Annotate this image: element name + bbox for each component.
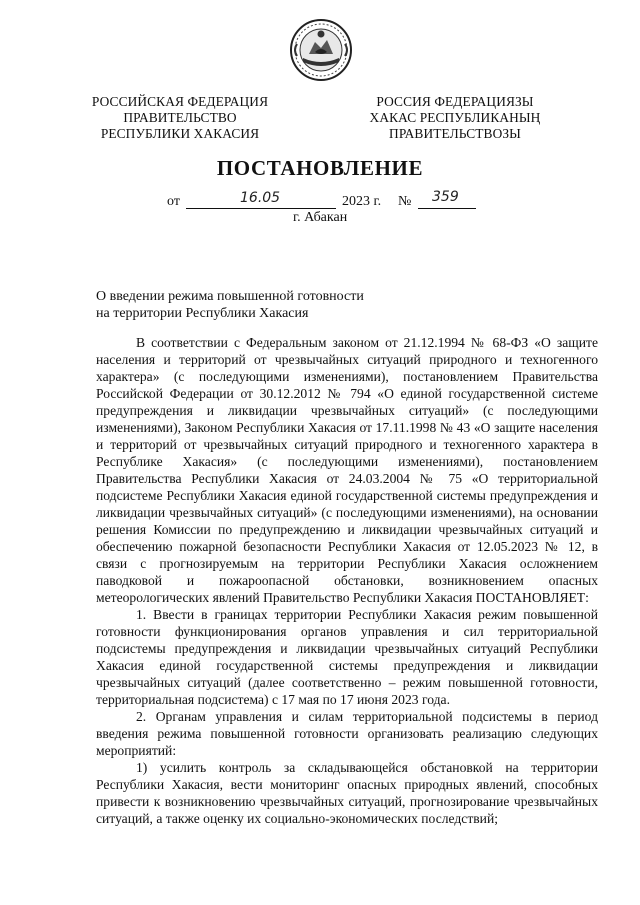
coat-of-arms-icon [289,18,353,82]
city: г. Абакан [293,210,348,225]
date-from-label: от [167,194,180,209]
year-label: 2023 г. [342,194,382,209]
paragraph-preamble: В соответствии с Федеральным законом от 21.12.1994 № 68-ФЗ «О защите населения и территорий от чрезвычайных ситуаций природного и техногенного характера» (с последующими изменениями), постановлением Правительства Российской Федерации от 30.12.2012 № 794 «О единой государственной системе предупреждения и ликвидации чрезвычайных ситуаций» (с последующими изменениями), Законом Республики Хакасия от 17.11.1998 № 43 «О защите населения и территорий от чрезвычайных ситуаций природного и техногенного характера в Республике Хакасия» (с последующими изменениями), постановлением Правительства Республики Хакасия от 24.03.2004 № 75 «О территориальной подсистеме Республики Хакасия единой государственной системы предупреждения и ликвидации чрезвычайных ситуаций» (с последующими изменениями), на основании решения Комиссии по предупреждению и ликвидации чрезвычайных ситуаций и обеспечению пожарной безопасности Республики Хакасия от 12.05.2023 № 12, в связи с прогнозируемым на территории Республики Хакасия осложнением паводковой и пожароопасной обстановки, возникновением опасных метеорологических явлений Правительство Республики Хакасия ПОСТАНОВЛЯЕТ: [96,335,598,605]
paragraph-item-1: 1. Ввести в границах территории Республики Хакасия режим повышенной готовности функционирования органов управления и сил территориальной подсистемы предупреждения и ликвидации чрезвычайных ситуаций Республики Хакасия единой государственной системы предупреждения и ликвидации чрезвычайных ситуаций (далее соответственно – режим повышенной готовности, территориальная подсистема) с 17 мая по 17 июня 2023 года. [96,607,598,707]
header-right-line-3: ПРАВИТЕЛЬСТВОЗЫ [389,126,521,141]
paragraph-subitem-1: 1) усилить контроль за складывающейся обстановкой на территории Республики Хакасия, вести мониторинг опасных природных явлений, способных привести к возникновению чрезвычайных ситуаций, прогнозирование чрезвычайных ситуаций, а также оценку их социально-экономических последствий; [96,760,598,826]
header-left-line-2: ПРАВИТЕЛЬСТВО [123,110,237,125]
paragraph-item-2: 2. Органам управления и силам территориальной подсистемы в период введения режима повышенной готовности организовать реализацию следующих мероприятий: [96,709,598,758]
date-handwritten: 16.05 [240,190,281,206]
header-left [75,94,285,142]
subject-line-1: О введении режима повышенной готовности [96,289,364,304]
header-right [360,94,550,142]
number-handwritten: 359 [432,189,459,205]
subject [96,288,396,322]
header-right-line-2: ХАКАС РЕСПУБЛИКАНЫҢ [369,110,541,125]
subject-line-2: на территории Республики Хакасия [96,306,309,321]
header-left-line-1: РОССИЙСКАЯ ФЕДЕРАЦИЯ [91,94,269,109]
header-right-line-1: РОССИЯ ФЕДЕРАЦИЯЗЫ [376,94,534,109]
document-title: ПОСТАНОВЛЕНИЕ [216,156,424,180]
document-body [96,334,598,827]
header-left-line-3: РЕСПУБЛИКИ ХАКАСИЯ [100,126,260,141]
number-label: № [398,194,412,209]
